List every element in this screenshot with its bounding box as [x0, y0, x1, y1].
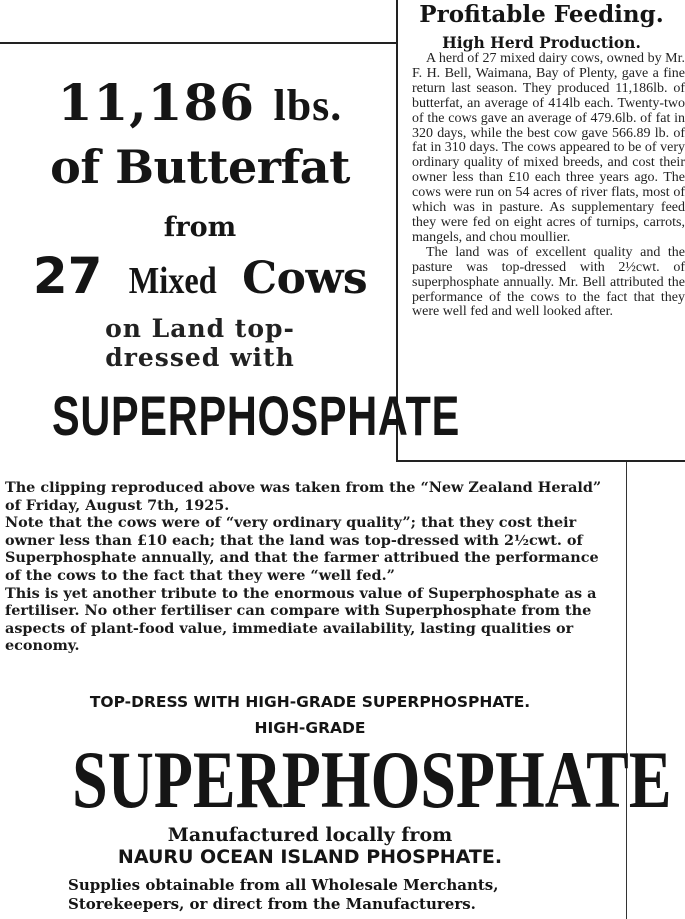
footer-supplies: [68, 876, 618, 914]
body-paragraph: The clipping reproduced above was taken from the “New Zealand Herald” of Friday, August 7th, 1925.: [5, 479, 602, 514]
headline-dressed-with: dressed with: [105, 343, 295, 372]
headline-butterfat: of Butterfat: [50, 140, 350, 194]
headline-mixed: Mixed: [128, 260, 217, 302]
cta-line: TOP-DRESS WITH HIGH-GRADE SUPERPHOSPHATE.: [89, 693, 531, 711]
footer-grade: HIGH-GRADE: [254, 719, 366, 737]
headline-superphosphate: SUPERPHOSPHATE: [52, 384, 460, 447]
footer-source: NAURU OCEAN ISLAND PHOSPHATE.: [117, 846, 503, 868]
headline-amount: 11,186: [57, 73, 256, 132]
footer-supplies-line: Storekeepers, or direct from the Manufacturers.: [68, 895, 476, 913]
right-rule: [626, 462, 627, 919]
clipping-paragraph: A herd of 27 mixed dairy cows, owned by Mr. F. H. Bell, Waimana, Bay of Plenty, gave a fine return last season. They produced 11,186lb. of butterfat, an average of 414lb each. Twenty-two of the cows gave an average of 479.6lb. of fat in 320 days, while the best cow gave 566.89 lb. of fat in 310 days. The cows appeared to be of very ordinary quality of mixed breeds, and cost their owner less than £10 each three years ago. The cows were run on 54 acres of river flats, most of which was in pasture. As supplementary feed they were fed on eight acres of turnips, carrots, mangels, and chou moullier.: [412, 51, 685, 245]
headline-cows-line: [0, 247, 400, 305]
clipping-body: [412, 52, 685, 320]
headline-count: 27: [32, 247, 103, 305]
top-rule: [0, 42, 398, 44]
body-paragraph: Note that the cows were of “very ordinary quality”; that they cost their owner less than £10 each; that the land was top-dressed with 2½cwt. of Superphosphate annually, and that the farmer attribued the performance of the cows to the fact that they were “well fed.”: [5, 514, 599, 584]
footer-supplies-line: Supplies obtainable from all Wholesale Merchants,: [68, 876, 499, 894]
clipping-subtitle: High Herd Production.: [442, 33, 641, 52]
headline-amount-line: [0, 73, 400, 132]
footer-superphosphate: SUPERPHOSPHATE: [72, 734, 672, 825]
footer-manufactured: Manufactured locally from: [167, 824, 453, 846]
body-paragraph: This is yet another tribute to the enormous value of Superphosphate as a fertiliser. No other fertiliser can compare with Superphosphate from the aspects of plant-food value, immediate availability, lasting qualities or economy.: [5, 584, 597, 655]
advert-body: [5, 479, 615, 655]
headline-unit: lbs.: [273, 81, 343, 130]
headline-from: from: [163, 212, 237, 243]
headline-cows: Cows: [242, 253, 368, 304]
clipping-paragraph: The land was of excellent quality and the pasture was top-dressed with 2½cwt. of superphosphate annually. Mr. Bell attributed the performance of the cows to the fact that they were well fed and well looked after.: [412, 244, 685, 320]
clipping-title: Profitable Feeding.: [419, 1, 664, 28]
headline-on-land: on Land top-: [105, 314, 295, 343]
